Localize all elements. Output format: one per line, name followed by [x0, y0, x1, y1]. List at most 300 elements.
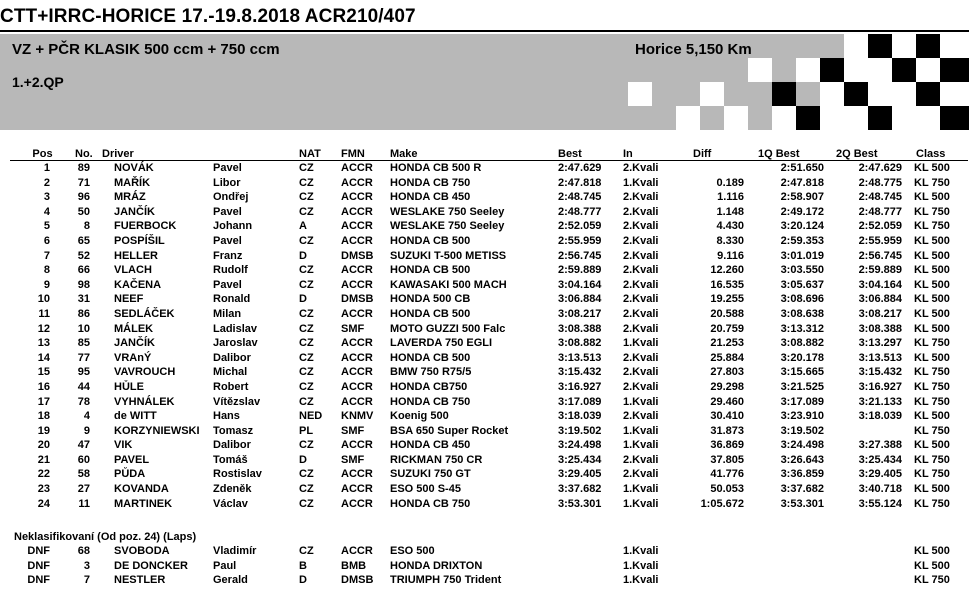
cell-pos: 14	[37, 351, 50, 364]
cell-in: 1.Kvali	[623, 545, 659, 557]
cell-q1-best: 3:21.525	[780, 380, 824, 393]
cell-in: 2.Kvali	[623, 366, 659, 379]
cell-class: KL 500	[914, 410, 950, 423]
cell-fmn: ACCR	[341, 483, 373, 496]
cell-nat: CZ	[299, 351, 314, 364]
cell-firstname: Dalibor	[213, 439, 251, 452]
cell-fmn: ACCR	[341, 337, 373, 350]
cell-firstname: Libor	[213, 176, 241, 189]
cell-q2-best: 3:13.297	[858, 337, 902, 350]
cell-surname: HŮLE	[114, 380, 144, 393]
cell-best	[558, 544, 619, 559]
cell-class: KL 500	[914, 191, 950, 204]
cell-number: 44	[77, 380, 90, 393]
cell-q2-best	[830, 559, 908, 574]
cell-q1-best: 3:15.665	[780, 366, 824, 379]
cell-diff: 41.776	[710, 468, 744, 481]
checkered-flag-graphic	[628, 34, 969, 130]
cell-in: 1.Kvali	[623, 424, 659, 437]
cell-class: KL 500	[914, 483, 950, 496]
cell-number: 95	[77, 366, 90, 379]
cell-make: BSA 650 Super Rocket	[390, 424, 509, 437]
cell-q1-best: 3:08.882	[780, 337, 824, 350]
cell-nat: CZ	[299, 545, 314, 557]
cell-firstname: Dalibor	[213, 351, 251, 364]
cell-make: BMW 750 R75/5	[390, 366, 472, 379]
cell-number: 31	[77, 293, 90, 306]
cell-fmn: ACCR	[341, 497, 373, 510]
cell-in: 1.Kvali	[623, 439, 659, 452]
cell-q1-best: 3:23.910	[780, 410, 824, 423]
cell-diff	[681, 573, 744, 588]
cell-make: KAWASAKI 500 MACH	[390, 278, 507, 291]
cell-diff: 30.410	[710, 410, 744, 423]
cell-class: KL 500	[914, 293, 950, 306]
cell-nat: CZ	[299, 191, 314, 204]
cell-surname: POSPÍŠIL	[114, 234, 165, 247]
cell-in: 2.Kvali	[623, 162, 659, 174]
cell-pos: 19	[37, 424, 50, 437]
cell-class: KL 750	[914, 220, 950, 233]
col-in: In	[619, 148, 681, 161]
result-row	[10, 263, 968, 278]
cell-best: 3:04.164	[558, 278, 602, 291]
cell-make: WESLAKE 750 Seeley	[390, 205, 505, 218]
cell-diff: 0.189	[716, 176, 744, 189]
cell-class: KL 500	[914, 278, 950, 291]
cell-number: 11	[78, 497, 90, 510]
cell-diff: 50.053	[710, 483, 744, 496]
result-row	[10, 438, 968, 453]
cell-nat: CZ	[299, 468, 314, 481]
cell-in: 1.Kvali	[623, 483, 659, 496]
cell-best	[558, 559, 619, 574]
cell-in: 1.Kvali	[623, 395, 659, 408]
cell-q1-best: 2:58.907	[780, 191, 824, 204]
cell-surname: de WITT	[114, 410, 157, 423]
cell-q2-best: 2:56.745	[858, 249, 902, 262]
cell-nat: CZ	[299, 307, 314, 320]
cell-pos: DNF	[27, 559, 50, 572]
unclassified-row	[10, 573, 968, 588]
cell-surname: JANČÍK	[114, 337, 155, 350]
cell-nat: CZ	[299, 395, 314, 408]
cell-best: 3:19.502	[558, 424, 602, 437]
cell-firstname: Ladislav	[213, 322, 258, 335]
cell-best: 3:29.405	[558, 468, 602, 481]
cell-number: 27	[77, 483, 90, 496]
cell-firstname: Jaroslav	[213, 337, 258, 350]
cell-pos: 23	[37, 483, 50, 496]
result-row	[10, 161, 968, 176]
cell-class: KL 750	[914, 176, 950, 189]
session-name: 1.+2.QP	[12, 74, 64, 90]
cell-firstname: Vladimír	[213, 545, 257, 557]
cell-pos: 18	[37, 410, 50, 423]
cell-pos: 15	[37, 366, 50, 379]
cell-nat: CZ	[299, 366, 314, 379]
cell-q2-best: 2:48.775	[858, 176, 902, 189]
cell-fmn: ACCR	[341, 191, 373, 204]
cell-make: HONDA CB 500	[390, 264, 471, 277]
cell-diff: 4.430	[716, 220, 744, 233]
cell-best: 3:24.498	[558, 439, 602, 452]
cell-make: RICKMAN 750 CR	[390, 453, 483, 466]
cell-fmn: DMSB	[341, 293, 374, 306]
result-row	[10, 365, 968, 380]
cell-make: SUZUKI 750 GT	[390, 468, 471, 481]
result-row	[10, 219, 968, 234]
cell-diff: 16.535	[710, 278, 744, 291]
cell-nat: CZ	[299, 322, 314, 335]
cell-pos: 3	[43, 191, 50, 204]
cell-q2-best: 3:15.432	[858, 366, 902, 379]
cell-class: KL 750	[914, 468, 950, 481]
cell-q1-best: 3:08.696	[780, 293, 824, 306]
cell-surname: MÁLEK	[114, 322, 154, 335]
cell-class: KL 750	[914, 453, 950, 466]
cell-class: KL 500	[914, 439, 950, 452]
cell-firstname: Pavel	[213, 278, 242, 291]
cell-make: HONDA DRIXTON	[390, 559, 483, 572]
cell-firstname: Pavel	[213, 234, 242, 247]
cell-firstname: Hans	[213, 410, 240, 423]
cell-surname: DE DONCKER	[114, 559, 188, 572]
cell-make: MOTO GUZZI 500 Falc	[390, 322, 506, 335]
result-row	[10, 307, 968, 322]
cell-pos: 20	[37, 439, 50, 452]
cell-pos: 21	[37, 453, 50, 466]
cell-fmn: DMSB	[341, 249, 374, 262]
unclassified-heading: Neklasifikovaní (Od poz. 24) (Laps)	[14, 531, 197, 543]
cell-fmn: ACCR	[341, 307, 373, 320]
col-make: Make	[390, 148, 558, 161]
cell-number: 9	[83, 424, 90, 437]
cell-number: 78	[77, 395, 90, 408]
col-pos: Pos	[10, 148, 57, 161]
cell-surname: MAŘÍK	[114, 176, 151, 189]
document-title: CTT+IRRC-HORICE 17.-19.8.2018 ACR210/407	[0, 6, 416, 27]
cell-q2-best: 3:55.124	[858, 497, 902, 510]
cell-diff: 12.260	[710, 264, 744, 277]
cell-firstname: Pavel	[213, 162, 242, 174]
cell-q2-best: 3:21.133	[858, 395, 902, 408]
cell-q2-best: 2:48.745	[858, 191, 902, 204]
cell-surname: VLACH	[114, 264, 152, 277]
cell-number: 89	[77, 162, 90, 174]
cell-make: HONDA 500 CB	[390, 293, 471, 306]
cell-in: 2.Kvali	[623, 234, 659, 247]
result-row	[10, 497, 968, 512]
cell-firstname: Johann	[213, 220, 253, 233]
cell-surname: SVOBODA	[114, 545, 170, 557]
unclassified-row	[10, 559, 968, 574]
cell-firstname: Vítězslav	[213, 395, 261, 408]
cell-pos: 2	[43, 176, 50, 189]
cell-surname: VRAnÝ	[114, 351, 152, 364]
cell-number: 71	[77, 176, 90, 189]
cell-firstname: Milan	[213, 307, 242, 320]
cell-make: Koenig 500	[390, 410, 449, 423]
cell-nat: A	[299, 220, 307, 233]
cell-make: ESO 500	[390, 545, 435, 557]
cell-best: 3:25.434	[558, 453, 602, 466]
result-row	[10, 380, 968, 395]
cell-surname: JANČÍK	[114, 205, 155, 218]
cell-nat: B	[299, 559, 307, 572]
cell-nat: D	[299, 453, 307, 466]
track-length: Horice 5,150 Km	[635, 41, 752, 58]
cell-nat: NED	[299, 410, 323, 423]
cell-firstname: Rostislav	[213, 468, 262, 481]
cell-make: HONDA CB 500 R	[390, 162, 482, 174]
cell-diff	[681, 559, 744, 574]
cell-pos: 12	[37, 322, 50, 335]
cell-diff: 1.148	[716, 205, 744, 218]
result-row	[10, 424, 968, 439]
cell-make: HONDA CB 500	[390, 307, 471, 320]
cell-class: KL 500	[914, 264, 950, 277]
cell-surname: HELLER	[114, 249, 158, 262]
cell-diff	[681, 161, 744, 176]
cell-best: 2:55.959	[558, 234, 602, 247]
cell-class: KL 750	[914, 574, 950, 587]
cell-number: 7	[83, 574, 90, 587]
title-rule	[0, 30, 969, 32]
unclassified-table	[10, 544, 968, 588]
cell-q1-best: 3:37.682	[780, 483, 824, 496]
cell-surname: PŮDA	[114, 468, 146, 481]
cell-diff: 36.869	[710, 439, 744, 452]
cell-fmn: ACCR	[341, 278, 373, 291]
cell-make: HONDA CB 750	[390, 176, 471, 189]
cell-pos: 16	[37, 380, 50, 393]
cell-class: KL 500	[914, 322, 950, 335]
result-row	[10, 249, 968, 264]
cell-surname: VYHNÁLEK	[114, 395, 175, 408]
cell-best: 3:08.217	[558, 307, 602, 320]
cell-q2-best	[830, 544, 908, 559]
cell-number: 60	[77, 453, 90, 466]
cell-q2-best: 2:48.777	[858, 205, 902, 218]
cell-pos: 4	[43, 205, 50, 218]
cell-diff: 25.884	[710, 351, 744, 364]
cell-diff: 20.588	[710, 307, 744, 320]
result-row	[10, 190, 968, 205]
cell-q2-best: 2:55.959	[858, 234, 902, 247]
cell-in: 2.Kvali	[623, 293, 659, 306]
cell-number: 10	[77, 322, 90, 335]
cell-fmn: BMB	[341, 559, 367, 572]
cell-class: KL 750	[914, 205, 950, 218]
cell-q2-best: 3:25.434	[858, 453, 902, 466]
header-band	[0, 34, 969, 130]
cell-class: KL 500	[914, 307, 950, 320]
cell-nat: CZ	[299, 162, 314, 174]
result-row	[10, 453, 968, 468]
cell-pos: 10	[37, 293, 50, 306]
cell-fmn: ACCR	[341, 351, 373, 364]
cell-fmn: ACCR	[341, 439, 373, 452]
cell-in: 1.Kvali	[623, 176, 659, 189]
cell-q1-best: 3:36.859	[780, 468, 824, 481]
col-class: Class	[908, 148, 968, 161]
cell-surname: VIK	[114, 439, 133, 452]
cell-class: KL 500	[914, 234, 950, 247]
cell-firstname: Robert	[213, 380, 249, 393]
cell-class: KL 750	[914, 337, 950, 350]
cell-surname: KAČENA	[114, 278, 162, 291]
cell-surname: KOVANDA	[114, 483, 169, 496]
cell-diff: 1:05.672	[700, 497, 744, 510]
cell-fmn: ACCR	[341, 162, 373, 174]
cell-pos: 8	[43, 264, 50, 277]
cell-in: 2.Kvali	[623, 380, 659, 393]
cell-class: KL 750	[914, 424, 950, 437]
cell-q1-best: 3:08.638	[780, 307, 824, 320]
cell-best: 2:52.059	[558, 220, 602, 233]
cell-firstname: Václav	[213, 497, 248, 510]
cell-q1-best	[744, 544, 830, 559]
cell-in: 1.Kvali	[623, 574, 659, 587]
cell-best: 2:47.818	[558, 176, 602, 189]
cell-nat: CZ	[299, 497, 314, 510]
cell-in: 2.Kvali	[623, 351, 659, 364]
cell-class: KL 500	[914, 559, 950, 572]
cell-q2-best: 3:13.513	[858, 351, 902, 364]
cell-q2-best: 2:52.059	[858, 220, 902, 233]
cell-q1-best	[744, 573, 830, 588]
cell-q1-best: 3:53.301	[780, 497, 824, 510]
cell-make: LAVERDA 750 EGLI	[390, 337, 493, 350]
cell-firstname: Gerald	[213, 574, 248, 587]
cell-q1-best: 2:51.650	[780, 162, 824, 174]
cell-q1-best: 3:19.502	[780, 424, 824, 437]
cell-q2-best: 2:59.889	[858, 264, 902, 277]
cell-q2-best: 3:04.164	[858, 278, 902, 291]
cell-in: 2.Kvali	[623, 453, 659, 466]
col-nat: NAT	[299, 148, 341, 161]
result-row	[10, 409, 968, 424]
cell-nat: D	[299, 293, 307, 306]
cell-nat: CZ	[299, 337, 314, 350]
col-no: No.	[57, 148, 102, 161]
cell-fmn: ACCR	[341, 264, 373, 277]
cell-class: KL 750	[914, 497, 950, 510]
cell-q1-best	[744, 559, 830, 574]
cell-fmn: ACCR	[341, 205, 373, 218]
cell-firstname: Tomasz	[213, 424, 254, 437]
cell-number: 4	[83, 410, 90, 423]
cell-fmn: ACCR	[341, 380, 373, 393]
cell-diff: 9.116	[717, 249, 744, 262]
cell-q2-best: 3:27.388	[858, 439, 902, 452]
cell-best: 3:08.882	[558, 337, 602, 350]
checkered-flag-icon	[628, 34, 969, 130]
cell-q1-best: 3:01.019	[780, 249, 824, 262]
cell-best: 3:06.884	[558, 293, 602, 306]
cell-in: 2.Kvali	[623, 410, 659, 423]
cell-fmn: SMF	[341, 453, 365, 466]
cell-best: 2:59.889	[558, 264, 602, 277]
cell-q1-best: 3:05.637	[780, 278, 824, 291]
cell-diff: 37.805	[710, 453, 744, 466]
cell-pos: 9	[43, 278, 50, 291]
col-1q-best: 1Q Best	[744, 148, 830, 161]
col-diff: Diff	[681, 148, 744, 161]
cell-surname: NOVÁK	[114, 162, 154, 174]
cell-number: 68	[77, 545, 90, 557]
cell-nat: CZ	[299, 439, 314, 452]
cell-number: 52	[77, 249, 90, 262]
result-row	[10, 176, 968, 191]
cell-best: 2:48.745	[558, 191, 602, 204]
cell-number: 8	[83, 220, 90, 233]
cell-best: 2:48.777	[558, 205, 602, 218]
cell-nat: CZ	[299, 278, 314, 291]
cell-q2-best: 3:29.405	[858, 468, 902, 481]
cell-surname: SEDLÁČEK	[114, 307, 175, 320]
result-row	[10, 278, 968, 293]
cell-q2-best	[830, 424, 908, 439]
result-row	[10, 467, 968, 482]
cell-fmn: ACCR	[341, 220, 373, 233]
cell-make: SUZUKI T-500 METISS	[390, 249, 507, 262]
cell-nat: CZ	[299, 234, 314, 247]
cell-nat: CZ	[299, 380, 314, 393]
cell-in: 2.Kvali	[623, 322, 659, 335]
cell-diff: 29.298	[710, 380, 744, 393]
cell-firstname: Tomáš	[213, 453, 248, 466]
cell-q1-best: 3:03.550	[780, 264, 824, 277]
cell-best	[558, 573, 619, 588]
cell-in: 2.Kvali	[623, 307, 659, 320]
cell-make: HONDA CB 750	[390, 395, 471, 408]
cell-pos: 5	[43, 220, 50, 233]
cell-make: ESO 500 S-45	[390, 483, 461, 496]
cell-q1-best: 3:13.312	[780, 322, 824, 335]
cell-q2-best: 2:47.629	[858, 162, 902, 174]
result-row	[10, 322, 968, 337]
cell-best: 3:15.432	[558, 366, 602, 379]
result-row	[10, 292, 968, 307]
cell-q1-best: 3:17.089	[780, 395, 824, 408]
cell-q2-best: 3:08.217	[858, 307, 902, 320]
cell-best: 3:18.039	[558, 410, 602, 423]
cell-fmn: ACCR	[341, 234, 373, 247]
cell-best: 2:56.745	[558, 249, 602, 262]
cell-make: HONDA CB 450	[390, 191, 471, 204]
cell-in: 2.Kvali	[623, 205, 659, 218]
cell-q2-best	[830, 573, 908, 588]
cell-make: HONDA CB750	[390, 380, 468, 393]
cell-pos: 17	[37, 395, 50, 408]
cell-fmn: ACCR	[341, 366, 373, 379]
cell-pos: 24	[37, 497, 50, 510]
cell-pos: 13	[37, 337, 50, 350]
cell-number: 98	[77, 278, 90, 291]
cell-pos: 7	[43, 249, 50, 262]
cell-firstname: Paul	[213, 559, 237, 572]
cell-pos: 1	[43, 162, 50, 174]
cell-diff: 1.116	[717, 191, 744, 204]
cell-number: 66	[77, 264, 90, 277]
cell-fmn: SMF	[341, 424, 365, 437]
cell-diff	[681, 544, 744, 559]
result-row	[10, 336, 968, 351]
cell-make: HONDA CB 500	[390, 351, 471, 364]
cell-q1-best: 3:20.178	[780, 351, 824, 364]
